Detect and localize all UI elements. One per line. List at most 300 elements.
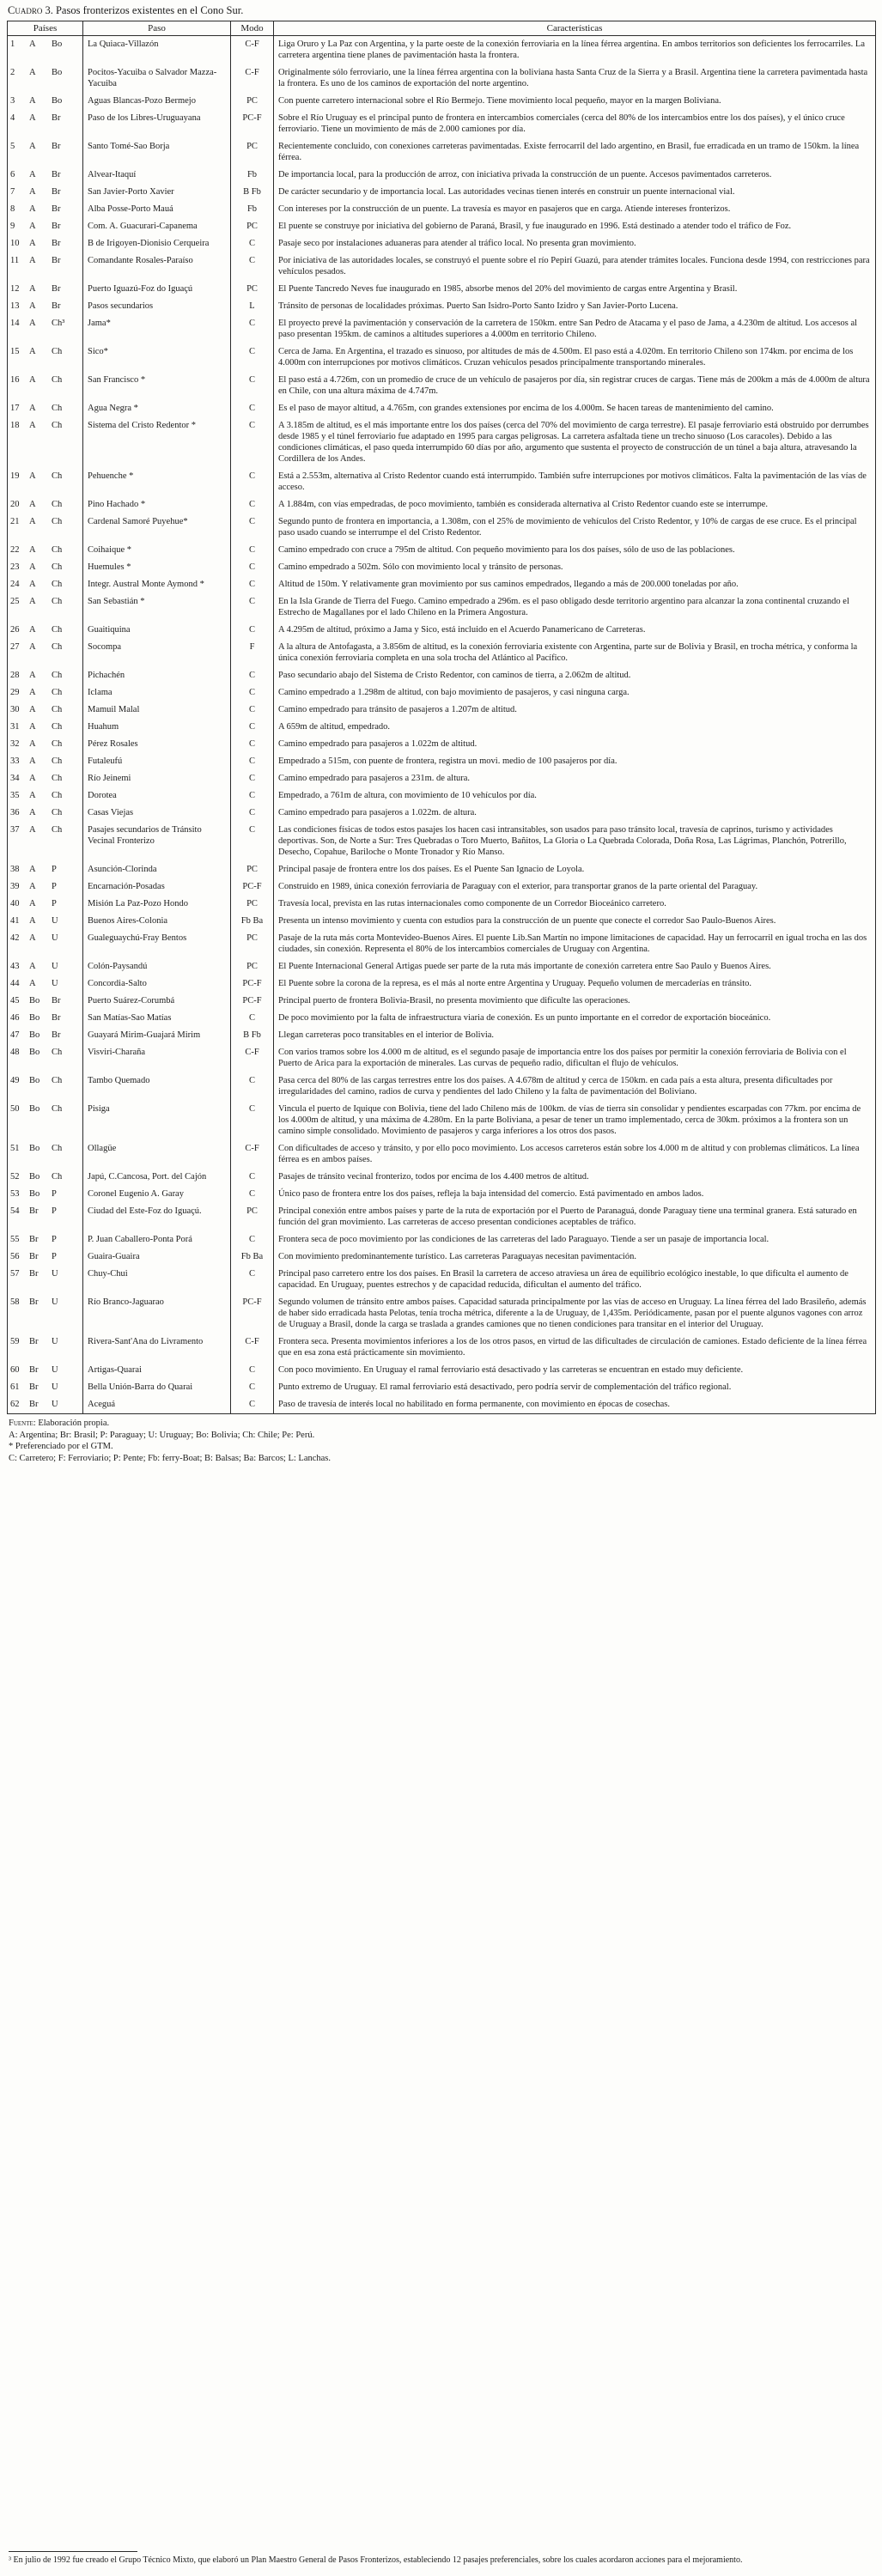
paso-name: Cardenal Samoré Puyehue* xyxy=(83,513,231,542)
country-code-2: U xyxy=(52,962,58,971)
paises-cell xyxy=(8,667,83,684)
row-number: 62 xyxy=(10,1400,20,1409)
country-code-2: Ch xyxy=(52,347,63,356)
caracteristicas-text: Con dificultades de acceso y tránsito, y por ello poco movimiento. Los accesos carreteros están sobre los 4.000 m de altitud y con problemas climáticos. La línea férrea es en ambos países. xyxy=(274,1140,876,1169)
paises-cell xyxy=(8,896,83,913)
row-number: 50 xyxy=(10,1104,20,1114)
modo-value: C-F xyxy=(231,64,274,93)
caracteristicas-text: Por iniciativa de las autoridades locales, se construyó el puente sobre el río Pepirí Guazú, para atender trámites locales. Funciona desde 1994, con restricciones para vehículos pesados. xyxy=(274,252,876,281)
country-code-2: Bo xyxy=(52,96,63,106)
paises-cell xyxy=(8,958,83,975)
paso-name: Sico* xyxy=(83,343,231,372)
country-code-1: A xyxy=(29,899,36,908)
country-code-2: Ch xyxy=(52,1076,63,1085)
country-code-1: Bo xyxy=(29,996,40,1005)
country-code-2: Br xyxy=(52,301,61,311)
paises-cell xyxy=(8,1044,83,1072)
paso-name: B de Irigoyen-Dionisio Cerqueira xyxy=(83,235,231,252)
country-code-2: Ch xyxy=(52,500,63,509)
paso-name: Bella Unión-Barra do Quarai xyxy=(83,1379,231,1396)
row-number: 53 xyxy=(10,1189,20,1199)
paises-cell xyxy=(8,878,83,896)
modo-value: PC xyxy=(231,930,274,958)
paises-cell xyxy=(8,343,83,372)
modo-value: C xyxy=(231,719,274,736)
modo-value: PC-F xyxy=(231,1294,274,1334)
caracteristicas-text: Camino empedrado a 1.298m de altitud, con bajo movimiento de pasajeros, y casi ninguna carga. xyxy=(274,684,876,702)
country-code-1: A xyxy=(29,597,36,606)
paises-cell xyxy=(8,576,83,593)
table-row xyxy=(8,770,876,787)
country-code-1: Br xyxy=(29,1382,39,1392)
table-row xyxy=(8,1186,876,1203)
table-row xyxy=(8,110,876,138)
table-row xyxy=(8,513,876,542)
country-code-2: Ch xyxy=(52,739,63,749)
paso-name: Asunción-Clorinda xyxy=(83,861,231,878)
paso-name: Alba Posse-Porto Mauá xyxy=(83,201,231,218)
modo-value: C xyxy=(231,1362,274,1379)
row-number: 3 xyxy=(10,96,15,106)
country-code-1: A xyxy=(29,375,36,385)
modo-value: C xyxy=(231,400,274,417)
paises-cell xyxy=(8,913,83,930)
row-number: 51 xyxy=(10,1144,20,1153)
caracteristicas-text: A 659m de altitud, empedrado. xyxy=(274,719,876,736)
paises-cell xyxy=(8,1140,83,1169)
row-number: 5 xyxy=(10,142,15,151)
table-row xyxy=(8,468,876,496)
row-number: 10 xyxy=(10,239,20,248)
paso-name: Colón-Paysandú xyxy=(83,958,231,975)
table-header-row xyxy=(8,21,876,36)
paso-name: Guaira-Guaira xyxy=(83,1249,231,1266)
paso-name: Pasajes secundarios de Tránsito Vecinal Fronterizo xyxy=(83,822,231,861)
country-code-1: A xyxy=(29,187,36,197)
row-number: 30 xyxy=(10,705,20,714)
modo-value: PC-F xyxy=(231,110,274,138)
col-header-caracteristicas: Características xyxy=(274,21,876,36)
country-code-1: A xyxy=(29,865,36,874)
country-code-1: A xyxy=(29,774,36,783)
table-row xyxy=(8,753,876,770)
paises-cell xyxy=(8,1249,83,1266)
table-row xyxy=(8,622,876,639)
paso-name: Pisiga xyxy=(83,1101,231,1140)
modo-value: C xyxy=(231,559,274,576)
col-header-paso: Paso xyxy=(83,21,231,36)
country-code-2: Br xyxy=(52,222,61,231)
paises-cell xyxy=(8,684,83,702)
row-number: 57 xyxy=(10,1269,20,1279)
caracteristicas-text: Paso secundario abajo del Sistema de Cristo Redentor, con caminos de tierra, a 2.062m de altitud. xyxy=(274,667,876,684)
caracteristicas-text: Pasaje de la ruta más corta Montevideo-Buenos Aires. El puente Lib.San Martín no impone limitaciones de capacidad. Hay un ferrocarril en igual trocha en las dos ciudades, sin conexión. Representa el 80% de los intercambios comerciales de Uruguay con Argentina. xyxy=(274,930,876,958)
country-code-2: Br xyxy=(52,142,61,151)
table-row xyxy=(8,639,876,667)
country-code-2: Ch xyxy=(52,808,63,817)
row-number: 48 xyxy=(10,1048,20,1057)
caracteristicas-text: Punto extremo de Uruguay. El ramal ferroviario está desactivado, pero podría servir de complementación del tráfico regional. xyxy=(274,1379,876,1396)
fuente-label: Fuente: xyxy=(9,1419,36,1428)
table-row xyxy=(8,298,876,315)
table-row xyxy=(8,684,876,702)
country-code-1: A xyxy=(29,825,36,835)
country-code-1: A xyxy=(29,933,36,943)
modo-value: PC xyxy=(231,218,274,235)
modo-value: PC xyxy=(231,861,274,878)
country-code-2: Ch xyxy=(52,671,63,680)
country-code-1: Br xyxy=(29,1297,39,1307)
country-code-1: A xyxy=(29,671,36,680)
row-number: 22 xyxy=(10,545,20,555)
row-number: 52 xyxy=(10,1172,20,1182)
row-number: 43 xyxy=(10,962,20,971)
row-number: 56 xyxy=(10,1252,20,1261)
caracteristicas-text: Con varios tramos sobre los 4.000 m de altitud, es el segundo pasaje de importancia entre los dos países por permitir la conexión ferroviaria de Bolivia con el Puerto de Arica para la exportación de minerales. Las curvas de pequeño radio, dificultan el flujo de vehículos. xyxy=(274,1044,876,1072)
country-code-2: U xyxy=(52,1297,58,1307)
table-title-label: Cuadro 3. xyxy=(8,4,53,16)
modo-value: C xyxy=(231,753,274,770)
country-code-2: Ch xyxy=(52,597,63,606)
modo-abbreviations-legend: C: Carretero; F: Ferroviario; P: Pente; Fb: ferry-Boat; B: Balsas; Ba: Barcos; L: Lanchas. xyxy=(9,1453,332,1463)
country-code-2: Br xyxy=(52,1013,61,1023)
country-code-2: Bo xyxy=(52,39,63,49)
country-code-1: A xyxy=(29,962,36,971)
caracteristicas-text: El Puente sobre la corona de la represa, es el más al norte entre Argentina y Uruguay. Pequeño volumen de mercaderías en tránsito. xyxy=(274,975,876,993)
country-code-2: Ch xyxy=(52,421,63,430)
modo-value: Fb xyxy=(231,201,274,218)
paises-cell xyxy=(8,1203,83,1231)
caracteristicas-text: Con puente carretero internacional sobre el Río Bermejo. Tiene movimiento local pequeño, mayor en la margen Boliviana. xyxy=(274,93,876,110)
caracteristicas-text: A la altura de Antofagasta, a 3.856m de altitud, es la conexión ferroviaria existente con Argentina, parte sur de Bolivia y Brasil, en trocha métrica, y conforma la única conexión ferroviaria completa en una sola trocha del Atlántico al Pacífico. xyxy=(274,639,876,667)
paises-cell xyxy=(8,184,83,201)
row-number: 35 xyxy=(10,791,20,800)
paso-name: P. Juan Caballero-Ponta Porá xyxy=(83,1231,231,1249)
modo-value: PC xyxy=(231,138,274,167)
country-code-2: Ch xyxy=(52,625,63,635)
table-row xyxy=(8,1294,876,1334)
row-number: 7 xyxy=(10,187,15,197)
country-code-1: A xyxy=(29,204,36,214)
table-row xyxy=(8,958,876,975)
modo-value: PC xyxy=(231,896,274,913)
row-number: 46 xyxy=(10,1013,20,1023)
row-number: 55 xyxy=(10,1235,20,1244)
caracteristicas-text: Segundo punto de frontera en importancia, a 1.308m, con el 25% de movimiento de vehículos del Cristo Redentor, y 10% de cargas de ese cruce. Es el principal paso usado cuando se interrumpe el del Cristo Redentor. xyxy=(274,513,876,542)
modo-value: C-F xyxy=(231,36,274,65)
footnote-text: ³ En julio de 1992 fue creado el Grupo Técnico Mixto, que elaboró un Plan Maestro General de Pasos Fronterizos, estableciendo 12 pasajes preferenciales, sobre los cuales acordaron acciones para el mejoramiento. xyxy=(9,2555,743,2565)
paises-cell xyxy=(8,993,83,1010)
country-code-1: Br xyxy=(29,1235,39,1244)
paso-name: Coihaique * xyxy=(83,542,231,559)
caracteristicas-text: Llegan carreteras poco transitables en el interior de Bolivia. xyxy=(274,1027,876,1044)
modo-value: C xyxy=(231,1169,274,1186)
country-code-1: Br xyxy=(29,1252,39,1261)
row-number: 6 xyxy=(10,170,15,179)
country-code-2: Ch xyxy=(52,688,63,697)
modo-value: Fb xyxy=(231,167,274,184)
country-code-2: Ch xyxy=(52,705,63,714)
paso-name: Comandante Rosales-Paraíso xyxy=(83,252,231,281)
country-code-1: Bo xyxy=(29,1144,40,1153)
modo-value: C xyxy=(231,1010,274,1027)
table-row xyxy=(8,1334,876,1362)
table-row xyxy=(8,1231,876,1249)
row-number: 25 xyxy=(10,597,20,606)
row-number: 34 xyxy=(10,774,20,783)
modo-value: C xyxy=(231,372,274,400)
paso-name: Guayará Mirim-Guajará Mirim xyxy=(83,1027,231,1044)
modo-value: C xyxy=(231,593,274,622)
caracteristicas-text: A 4.295m de altitud, próximo a Jama y Sico, está incluido en el Acuerdo Panamericano de Carreteras. xyxy=(274,622,876,639)
table-row xyxy=(8,400,876,417)
caracteristicas-text: Camino empedrado para pasajeros a 231m. de altura. xyxy=(274,770,876,787)
row-number: 29 xyxy=(10,688,20,697)
row-number: 21 xyxy=(10,517,20,526)
paises-cell xyxy=(8,218,83,235)
country-code-1: A xyxy=(29,471,36,481)
country-code-2: Br xyxy=(52,996,61,1005)
table-row xyxy=(8,372,876,400)
country-code-2: P xyxy=(52,882,57,891)
caracteristicas-text: Principal puerto de frontera Bolivia-Brasil, no presenta movimiento que dificulte las operaciones. xyxy=(274,993,876,1010)
caracteristicas-text: Único paso de frontera entre los dos países, refleja la baja intensidad del comercio. Está pavimentado en ambos lados. xyxy=(274,1186,876,1203)
paises-cell xyxy=(8,1396,83,1414)
country-code-1: A xyxy=(29,739,36,749)
row-number: 33 xyxy=(10,756,20,766)
row-number: 14 xyxy=(10,319,20,328)
country-code-1: A xyxy=(29,96,36,106)
paises-cell xyxy=(8,138,83,167)
row-number: 38 xyxy=(10,865,20,874)
paises-cell xyxy=(8,252,83,281)
paises-cell xyxy=(8,753,83,770)
paso-name: Buenos Aires-Colonia xyxy=(83,913,231,930)
row-number: 40 xyxy=(10,899,20,908)
table-row xyxy=(8,1362,876,1379)
table-row xyxy=(8,702,876,719)
country-code-1: A xyxy=(29,347,36,356)
country-code-1: A xyxy=(29,142,36,151)
row-number: 9 xyxy=(10,222,15,231)
paises-cell xyxy=(8,1294,83,1334)
modo-value: C xyxy=(231,576,274,593)
paso-name: Pichachén xyxy=(83,667,231,684)
country-code-2: Br xyxy=(52,187,61,197)
table-row xyxy=(8,930,876,958)
row-number: 60 xyxy=(10,1365,20,1375)
fuente-text: Elaboración propia. xyxy=(38,1419,110,1428)
country-code-2: Br xyxy=(52,239,61,248)
paso-name: Ciudad del Este-Foz do Iguaçú. xyxy=(83,1203,231,1231)
country-code-2: Ch xyxy=(52,562,63,572)
country-code-1: A xyxy=(29,301,36,311)
paso-name: Aguas Blancas-Pozo Bermejo xyxy=(83,93,231,110)
paso-name: Concordia-Salto xyxy=(83,975,231,993)
country-abbreviations-legend: A: Argentina; Br: Brasil; P: Paraguay; U: Uruguay; Bo: Bolivia; Ch: Chile; Pe: Perú. xyxy=(9,1430,315,1440)
table-row xyxy=(8,576,876,593)
row-number: 54 xyxy=(10,1206,20,1216)
modo-value: PC-F xyxy=(231,993,274,1010)
modo-value: PC-F xyxy=(231,975,274,993)
paso-name: San Matías-Sao Matías xyxy=(83,1010,231,1027)
country-code-1: A xyxy=(29,239,36,248)
paso-name: Alvear-Itaquí xyxy=(83,167,231,184)
row-number: 37 xyxy=(10,825,20,835)
country-code-1: Bo xyxy=(29,1172,40,1182)
paises-cell xyxy=(8,787,83,805)
table-row xyxy=(8,64,876,93)
row-number: 61 xyxy=(10,1382,20,1392)
paises-cell xyxy=(8,1072,83,1101)
country-code-1: Br xyxy=(29,1269,39,1279)
modo-value: C xyxy=(231,1396,274,1414)
country-code-2: Ch xyxy=(52,1172,63,1182)
modo-value: C xyxy=(231,684,274,702)
col-header-paises: Países xyxy=(8,21,83,36)
caracteristicas-text: A 3.185m de altitud, es el más importante entre los dos países (cerca del 70% del movimiento de carga terrestre). El pasaje ferroviario está obstruido por derrumbes desde 1985 y el túnel ferroviario fue adaptado en 1995 para cargas peligrosas. La carretera asfaltada tiene un trecho sinuoso (Los caracoles). Debido a las condiciones climáticas, el paso queda interrumpido 60 días por año, argumento que sustenta el proyecto de construcción de un túnel a baja altura, atravesando la Cordillera de los Andes. xyxy=(274,417,876,468)
country-code-2: Ch xyxy=(52,580,63,589)
row-number: 11 xyxy=(10,256,20,265)
country-code-1: A xyxy=(29,517,36,526)
country-code-2: U xyxy=(52,1269,58,1279)
country-code-2: P xyxy=(52,899,57,908)
caracteristicas-text: El paso está a 4.726m, con un promedio de cruce de un vehículo de pasajeros por día, sin registrar cruces de cargas. Tiene más de 200km a más de 4.000m de altura en Chile, con una altura máxima de 4.747m. xyxy=(274,372,876,400)
paises-cell xyxy=(8,719,83,736)
modo-value: C xyxy=(231,542,274,559)
country-code-1: Bo xyxy=(29,1189,40,1199)
country-code-2: U xyxy=(52,1365,58,1375)
paises-cell xyxy=(8,496,83,513)
paso-name: Sistema del Cristo Redentor * xyxy=(83,417,231,468)
caracteristicas-text: Empedrado, a 761m de altura, con movimiento de 10 vehículos por día. xyxy=(274,787,876,805)
country-code-1: A xyxy=(29,545,36,555)
country-code-2: P xyxy=(52,1252,57,1261)
table-row xyxy=(8,235,876,252)
paso-name: Guaitiquina xyxy=(83,622,231,639)
paises-cell xyxy=(8,975,83,993)
country-code-2: Ch xyxy=(52,545,63,555)
caracteristicas-text: Altitud de 150m. Y relativamente gran movimiento por sus caminos empedrados, llegando a más de 200.000 toneladas por año. xyxy=(274,576,876,593)
caracteristicas-text: Principal conexión entre ambos países y parte de la ruta de exportación por el Puerto de Paranaguá, donde Paraguay tiene una terminal granera. Está saturado en función del gran movimiento. Las carreteras de acceso presentan condiciones aceptables de tráfico. xyxy=(274,1203,876,1231)
paises-cell xyxy=(8,1379,83,1396)
caracteristicas-text: Construido en 1989, única conexión ferroviaria de Paraguay con el exterior, para transportar granos de la parte oriental del Paraguay. xyxy=(274,878,876,896)
caracteristicas-text: Paso de travesía de interés local no habilitado en forma permanente, con movimiento en épocas de cosechas. xyxy=(274,1396,876,1414)
modo-value: C xyxy=(231,235,274,252)
country-code-1: A xyxy=(29,170,36,179)
country-code-1: Br xyxy=(29,1206,39,1216)
modo-value: C-F xyxy=(231,1140,274,1169)
paises-cell xyxy=(8,1334,83,1362)
row-number: 16 xyxy=(10,375,20,385)
table-row xyxy=(8,896,876,913)
caracteristicas-text: Travesía local, prevista en las rutas internacionales como componente de un Corredor Bioceánico carretero. xyxy=(274,896,876,913)
caracteristicas-text: Pasaje seco por instalaciones aduaneras para atender al tráfico local. No presenta gran movimiento. xyxy=(274,235,876,252)
country-code-1: A xyxy=(29,705,36,714)
paises-cell xyxy=(8,298,83,315)
paso-name: Río Branco-Jaguarao xyxy=(83,1294,231,1334)
country-code-2: Br xyxy=(52,204,61,214)
paises-cell xyxy=(8,235,83,252)
row-number: 12 xyxy=(10,284,20,294)
country-code-1: A xyxy=(29,625,36,635)
paso-name: Coronel Eugenio A. Garay xyxy=(83,1186,231,1203)
paises-cell xyxy=(8,1362,83,1379)
caracteristicas-text: Camino empedrado a 502m. Sólo con movimiento local y tránsito de personas. xyxy=(274,559,876,576)
country-code-2: Ch xyxy=(52,1048,63,1057)
table-row xyxy=(8,343,876,372)
country-code-1: A xyxy=(29,319,36,328)
modo-value: C xyxy=(231,468,274,496)
table-row xyxy=(8,878,876,896)
paso-name: Puerto Suárez-Corumbá xyxy=(83,993,231,1010)
caracteristicas-text: El Puente Tancredo Neves fue inaugurado en 1985, absorbe menos del 20% del movimiento de cargas entre Argentina y Brasil. xyxy=(274,281,876,298)
country-code-1: A xyxy=(29,882,36,891)
caracteristicas-text: Cerca de Jama. En Argentina, el trazado es sinuoso, por altitudes de más de 4.500m. El paso está a 4.020m. En territorio Chileno son 174km. por encima de los 4.000m con interrupciones por motivos climáticos. Cruzan vehículos pesados principalmente transportando minerales. xyxy=(274,343,876,372)
paises-cell xyxy=(8,1169,83,1186)
paso-name: Agua Negra * xyxy=(83,400,231,417)
table-row xyxy=(8,1140,876,1169)
modo-value: C xyxy=(231,417,274,468)
table-row xyxy=(8,993,876,1010)
row-number: 18 xyxy=(10,421,20,430)
country-code-1: A xyxy=(29,562,36,572)
row-number: 1 xyxy=(10,39,15,49)
caracteristicas-text: De carácter secundario y de importancia local. Las autoridades vecinas tienen interés en construir un puente internacional vial. xyxy=(274,184,876,201)
modo-value: C xyxy=(231,770,274,787)
caracteristicas-text: Con poco movimiento. En Uruguay el ramal ferroviario está desactivado y las carreteras se encuentran en estado muy deficiente. xyxy=(274,1362,876,1379)
table-row xyxy=(8,736,876,753)
row-number: 17 xyxy=(10,404,20,413)
modo-value: C xyxy=(231,1186,274,1203)
country-code-1: A xyxy=(29,979,36,988)
modo-value: B Fb xyxy=(231,1027,274,1044)
caracteristicas-text: Presenta un intenso movimiento y cuenta con estudios para la construcción de un puente que conecte el corredor Sao Paulo-Buenos Aires. xyxy=(274,913,876,930)
row-number: 26 xyxy=(10,625,20,635)
modo-value: PC-F xyxy=(231,878,274,896)
caracteristicas-text: Camino empedrado para pasajeros a 1.022m. de altura. xyxy=(274,805,876,822)
modo-value: C xyxy=(231,1266,274,1294)
paso-name: Iclama xyxy=(83,684,231,702)
paso-name: Dorotea xyxy=(83,787,231,805)
country-code-2: Ch xyxy=(52,517,63,526)
modo-value: C xyxy=(231,822,274,861)
row-number: 41 xyxy=(10,916,20,926)
paso-name: Japú, C.Cancosa, Port. del Cajón xyxy=(83,1169,231,1186)
table-row xyxy=(8,184,876,201)
country-code-1: A xyxy=(29,421,36,430)
modo-value: C xyxy=(231,622,274,639)
modo-value: C xyxy=(231,496,274,513)
paso-name: Pérez Rosales xyxy=(83,736,231,753)
table-row xyxy=(8,36,876,65)
modo-value: C xyxy=(231,1379,274,1396)
country-code-2: P xyxy=(52,1189,57,1199)
modo-value: PC xyxy=(231,93,274,110)
row-number: 4 xyxy=(10,113,15,123)
paises-cell xyxy=(8,513,83,542)
table-row xyxy=(8,1266,876,1294)
country-code-1: A xyxy=(29,500,36,509)
modo-value: C xyxy=(231,315,274,343)
col-header-modo: Modo xyxy=(231,21,274,36)
country-code-1: A xyxy=(29,113,36,123)
row-number: 45 xyxy=(10,996,20,1005)
paises-cell xyxy=(8,1010,83,1027)
country-code-1: Br xyxy=(29,1337,39,1346)
paises-cell xyxy=(8,736,83,753)
paso-name: Tambo Quemado xyxy=(83,1072,231,1101)
